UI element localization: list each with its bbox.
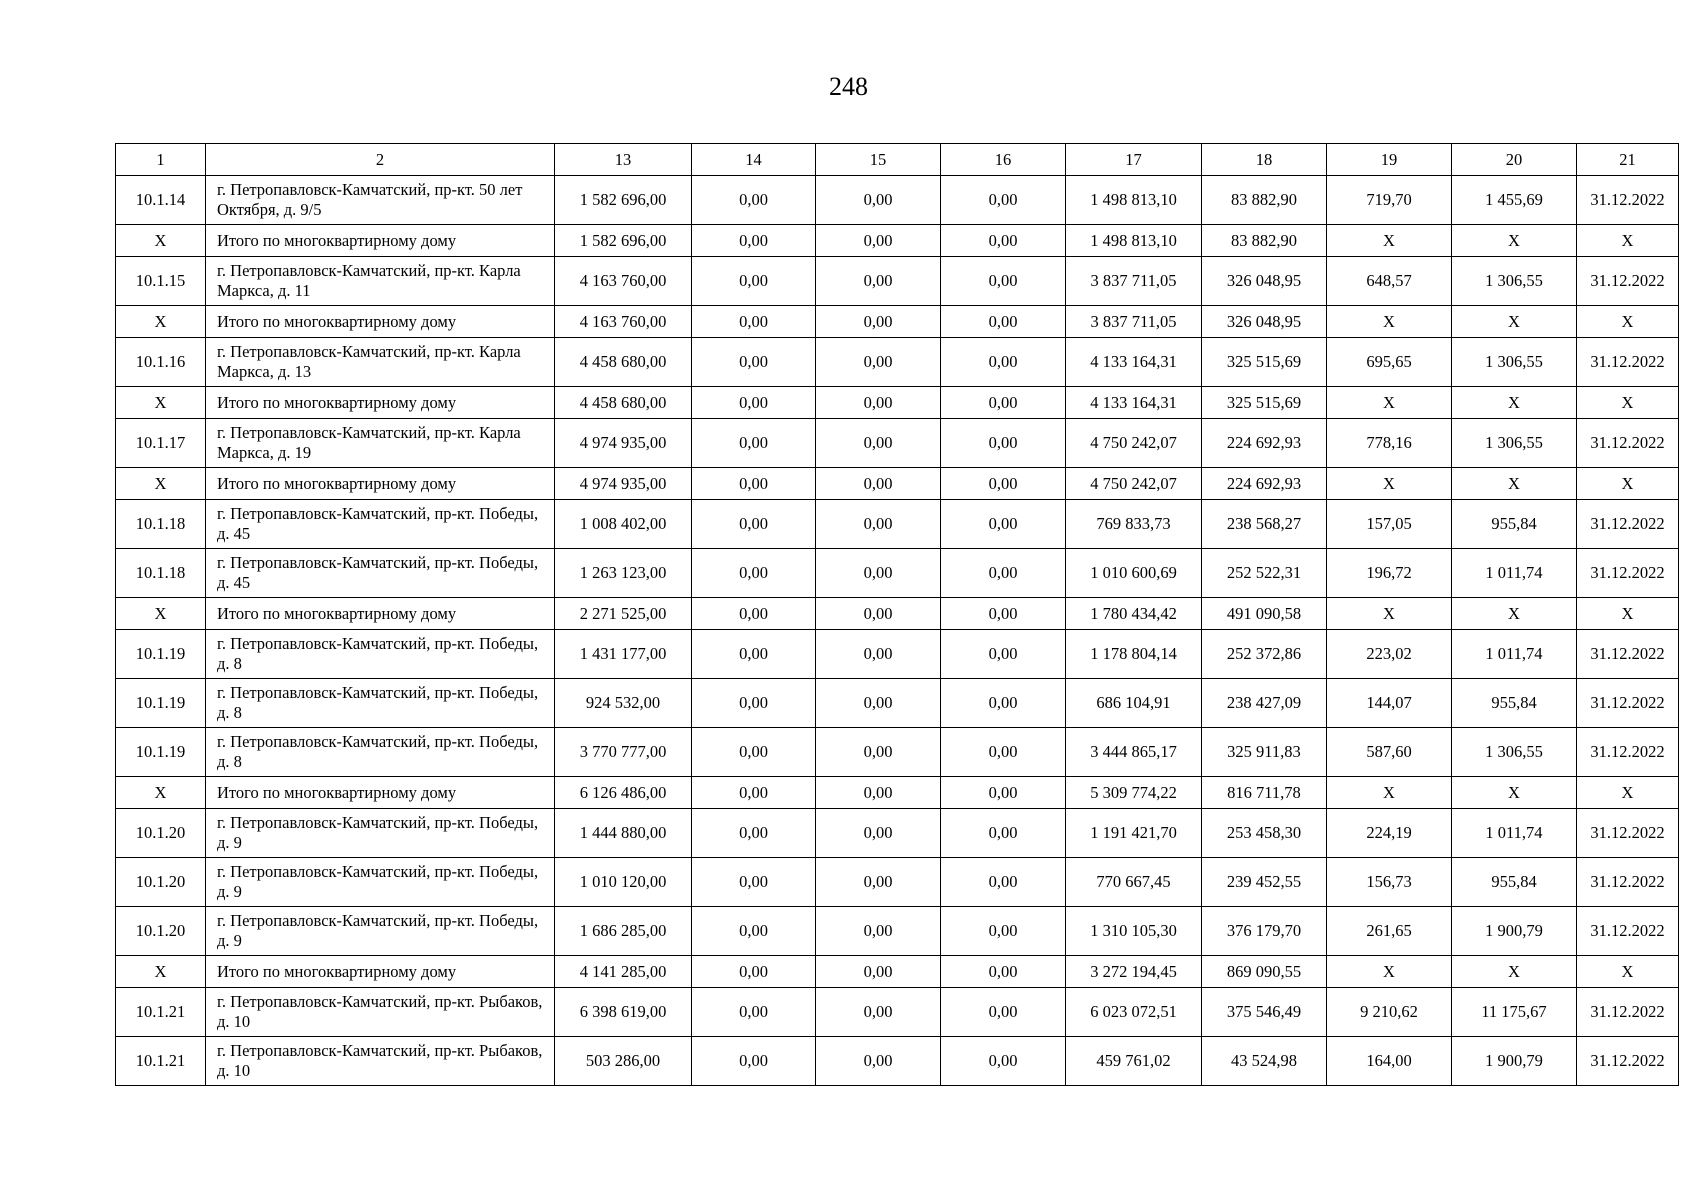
table-cell: 0,00 — [816, 500, 941, 549]
table-cell: Итого по многоквартирному дому — [206, 598, 555, 630]
table-cell: 196,72 — [1327, 549, 1452, 598]
table-cell: 5 309 774,22 — [1066, 777, 1202, 809]
table-cell: 31.12.2022 — [1577, 338, 1679, 387]
table-cell: 325 515,69 — [1202, 387, 1327, 419]
table-cell: 4 163 760,00 — [555, 257, 692, 306]
table-cell: 0,00 — [816, 728, 941, 777]
table-cell: 10.1.20 — [116, 858, 206, 907]
table-cell: 0,00 — [692, 549, 816, 598]
table-cell: 223,02 — [1327, 630, 1452, 679]
column-header: 17 — [1066, 144, 1202, 176]
table-cell: X — [116, 468, 206, 500]
table-cell: 10.1.16 — [116, 338, 206, 387]
table-cell: X — [1327, 387, 1452, 419]
table-cell: 1 178 804,14 — [1066, 630, 1202, 679]
table-cell: 0,00 — [941, 306, 1066, 338]
table-cell: 0,00 — [692, 468, 816, 500]
table-cell: 6 126 486,00 — [555, 777, 692, 809]
table-cell: 1 310 105,30 — [1066, 907, 1202, 956]
table-cell: 0,00 — [941, 549, 1066, 598]
data-table — [115, 143, 1679, 1086]
table-cell: 0,00 — [816, 225, 941, 257]
table-cell: X — [1577, 598, 1679, 630]
table-cell: 9 210,62 — [1327, 988, 1452, 1037]
table-cell: г. Петропавловск-Камчатский, пр-кт. Победы, д. 45 — [206, 500, 555, 549]
table-cell: 1 444 880,00 — [555, 809, 692, 858]
table-cell: 0,00 — [816, 956, 941, 988]
table-cell: X — [1452, 468, 1577, 500]
table-cell: 0,00 — [941, 1037, 1066, 1086]
table-cell: 0,00 — [941, 809, 1066, 858]
table-cell: г. Петропавловск-Камчатский, пр-кт. Победы, д. 45 — [206, 549, 555, 598]
table-cell: 375 546,49 — [1202, 988, 1327, 1037]
table-cell: Итого по многоквартирному дому — [206, 956, 555, 988]
table-cell: 0,00 — [941, 858, 1066, 907]
table-cell: 31.12.2022 — [1577, 728, 1679, 777]
table-cell: 769 833,73 — [1066, 500, 1202, 549]
table-cell: 4 163 760,00 — [555, 306, 692, 338]
table-cell: 1 306,55 — [1452, 338, 1577, 387]
table-cell: 0,00 — [692, 257, 816, 306]
table-row — [116, 500, 1679, 549]
table-cell: 587,60 — [1327, 728, 1452, 777]
table-cell: 1 780 434,42 — [1066, 598, 1202, 630]
table-cell: 778,16 — [1327, 419, 1452, 468]
table-cell: Итого по многоквартирному дому — [206, 777, 555, 809]
table-cell: 4 458 680,00 — [555, 387, 692, 419]
table-cell: 6 398 619,00 — [555, 988, 692, 1037]
table-row — [116, 630, 1679, 679]
table-cell: 1 010 600,69 — [1066, 549, 1202, 598]
table-cell: Итого по многоквартирному дому — [206, 306, 555, 338]
table-cell: 238 568,27 — [1202, 500, 1327, 549]
table-cell: X — [1577, 468, 1679, 500]
table-cell: X — [116, 225, 206, 257]
table-cell: 1 011,74 — [1452, 549, 1577, 598]
table-cell: 0,00 — [941, 988, 1066, 1037]
table-cell: 238 427,09 — [1202, 679, 1327, 728]
table-cell: 1 263 123,00 — [555, 549, 692, 598]
table-cell: X — [116, 777, 206, 809]
table-cell: 164,00 — [1327, 1037, 1452, 1086]
table-cell: 0,00 — [816, 858, 941, 907]
table-cell: 0,00 — [692, 1037, 816, 1086]
table-cell: 4 974 935,00 — [555, 468, 692, 500]
table-cell: 326 048,95 — [1202, 306, 1327, 338]
table-cell: 261,65 — [1327, 907, 1452, 956]
table-cell: 955,84 — [1452, 679, 1577, 728]
table-cell: X — [1327, 956, 1452, 988]
total-row — [116, 956, 1679, 988]
table-cell: 0,00 — [941, 225, 1066, 257]
table-cell: 0,00 — [692, 728, 816, 777]
table-cell: 10.1.14 — [116, 176, 206, 225]
table-cell: 0,00 — [692, 630, 816, 679]
table-cell: 1 011,74 — [1452, 809, 1577, 858]
table-cell: 0,00 — [816, 549, 941, 598]
table-cell: 31.12.2022 — [1577, 419, 1679, 468]
table-cell: 816 711,78 — [1202, 777, 1327, 809]
table-row — [116, 257, 1679, 306]
table-cell: 1 900,79 — [1452, 1037, 1577, 1086]
table-cell: 0,00 — [941, 468, 1066, 500]
table-cell: г. Петропавловск-Камчатский, пр-кт. Победы, д. 9 — [206, 858, 555, 907]
table-row — [116, 988, 1679, 1037]
table-row — [116, 728, 1679, 777]
table-cell: 144,07 — [1327, 679, 1452, 728]
table-cell: г. Петропавловск-Камчатский, пр-кт. Победы, д. 8 — [206, 728, 555, 777]
table-cell: 3 770 777,00 — [555, 728, 692, 777]
table-cell: Итого по многоквартирному дому — [206, 225, 555, 257]
table-cell: X — [1452, 225, 1577, 257]
table-cell: 1 582 696,00 — [555, 176, 692, 225]
table-cell: 0,00 — [692, 777, 816, 809]
table-cell: 31.12.2022 — [1577, 549, 1679, 598]
table-cell: 0,00 — [692, 598, 816, 630]
table-cell: 1 011,74 — [1452, 630, 1577, 679]
table-cell: 31.12.2022 — [1577, 988, 1679, 1037]
table-cell: 0,00 — [816, 679, 941, 728]
table-cell: X — [1577, 225, 1679, 257]
total-row — [116, 468, 1679, 500]
table-cell: 10.1.21 — [116, 988, 206, 1037]
table-cell: 0,00 — [816, 1037, 941, 1086]
table-cell: г. Петропавловск-Камчатский, пр-кт. 50 лет Октября, д. 9/5 — [206, 176, 555, 225]
table-row — [116, 549, 1679, 598]
table-cell: 0,00 — [692, 176, 816, 225]
table-cell: X — [116, 306, 206, 338]
table-cell: 0,00 — [816, 777, 941, 809]
table-cell: 0,00 — [692, 225, 816, 257]
table-row — [116, 679, 1679, 728]
table-cell: 0,00 — [941, 419, 1066, 468]
table-cell: г. Петропавловск-Камчатский, пр-кт. Карла Маркса, д. 11 — [206, 257, 555, 306]
table-cell: г. Петропавловск-Камчатский, пр-кт. Победы, д. 9 — [206, 809, 555, 858]
table-cell: 10.1.15 — [116, 257, 206, 306]
table-cell: 10.1.21 — [116, 1037, 206, 1086]
table-cell: 0,00 — [941, 257, 1066, 306]
total-row — [116, 598, 1679, 630]
table-cell: 224 692,93 — [1202, 419, 1327, 468]
table-cell: X — [1327, 225, 1452, 257]
table-cell: 31.12.2022 — [1577, 630, 1679, 679]
table-cell: 253 458,30 — [1202, 809, 1327, 858]
table-cell: 0,00 — [692, 500, 816, 549]
total-row — [116, 777, 1679, 809]
table-cell: X — [1452, 306, 1577, 338]
table-row — [116, 338, 1679, 387]
table-cell: 4 458 680,00 — [555, 338, 692, 387]
table-cell: X — [1327, 598, 1452, 630]
table-cell: 3 837 711,05 — [1066, 257, 1202, 306]
table-cell: 3 837 711,05 — [1066, 306, 1202, 338]
table-cell: 0,00 — [692, 679, 816, 728]
column-header: 1 — [116, 144, 206, 176]
table-cell: X — [1577, 306, 1679, 338]
table-cell: 1 431 177,00 — [555, 630, 692, 679]
table-cell: 0,00 — [816, 809, 941, 858]
table-cell: 0,00 — [816, 338, 941, 387]
table-cell: 0,00 — [941, 338, 1066, 387]
table-cell: 326 048,95 — [1202, 257, 1327, 306]
table-cell: 4 133 164,31 — [1066, 387, 1202, 419]
total-row — [116, 306, 1679, 338]
table-cell: 10.1.19 — [116, 630, 206, 679]
table-cell: г. Петропавловск-Камчатский, пр-кт. Карла Маркса, д. 19 — [206, 419, 555, 468]
table-cell: 31.12.2022 — [1577, 176, 1679, 225]
table-cell: 0,00 — [941, 956, 1066, 988]
table-cell: 0,00 — [941, 777, 1066, 809]
table-cell: Итого по многоквартирному дому — [206, 387, 555, 419]
table-cell: 0,00 — [941, 907, 1066, 956]
page-number: 248 — [829, 72, 868, 101]
table-cell: 31.12.2022 — [1577, 1037, 1679, 1086]
table-cell: 459 761,02 — [1066, 1037, 1202, 1086]
table-row — [116, 907, 1679, 956]
column-header: 21 — [1577, 144, 1679, 176]
column-header: 16 — [941, 144, 1066, 176]
table-cell: 376 179,70 — [1202, 907, 1327, 956]
table-cell: 325 515,69 — [1202, 338, 1327, 387]
table-cell: 1 010 120,00 — [555, 858, 692, 907]
total-row — [116, 225, 1679, 257]
column-header: 14 — [692, 144, 816, 176]
column-header: 20 — [1452, 144, 1577, 176]
table-cell: 0,00 — [692, 858, 816, 907]
table-cell: 156,73 — [1327, 858, 1452, 907]
table-cell: 4 141 285,00 — [555, 956, 692, 988]
table-cell: 3 272 194,45 — [1066, 956, 1202, 988]
table-cell: 252 522,31 — [1202, 549, 1327, 598]
table-cell: 1 900,79 — [1452, 907, 1577, 956]
table-cell: 1 686 285,00 — [555, 907, 692, 956]
table-cell: 31.12.2022 — [1577, 809, 1679, 858]
table-cell: 10.1.19 — [116, 728, 206, 777]
table-cell: 1 306,55 — [1452, 419, 1577, 468]
table-cell: 0,00 — [816, 630, 941, 679]
table-cell: 648,57 — [1327, 257, 1452, 306]
table-row — [116, 419, 1679, 468]
table-cell: 0,00 — [816, 176, 941, 225]
table-cell: 0,00 — [816, 306, 941, 338]
table-cell: 0,00 — [941, 630, 1066, 679]
table-cell: 31.12.2022 — [1577, 858, 1679, 907]
column-header: 19 — [1327, 144, 1452, 176]
table-cell: 224 692,93 — [1202, 468, 1327, 500]
table-cell: 1 582 696,00 — [555, 225, 692, 257]
table-cell: 31.12.2022 — [1577, 500, 1679, 549]
table-cell: X — [116, 956, 206, 988]
table-cell: 83 882,90 — [1202, 176, 1327, 225]
table-cell: 43 524,98 — [1202, 1037, 1327, 1086]
table-cell: 0,00 — [941, 728, 1066, 777]
table-cell: 0,00 — [816, 988, 941, 1037]
table-row — [116, 176, 1679, 225]
table-cell: 491 090,58 — [1202, 598, 1327, 630]
table-cell: 1 191 421,70 — [1066, 809, 1202, 858]
table-cell: 770 667,45 — [1066, 858, 1202, 907]
table-cell: 239 452,55 — [1202, 858, 1327, 907]
table-cell: 157,05 — [1327, 500, 1452, 549]
table-cell: 31.12.2022 — [1577, 257, 1679, 306]
table-cell: 2 271 525,00 — [555, 598, 692, 630]
column-header: 2 — [206, 144, 555, 176]
table-cell: 0,00 — [816, 419, 941, 468]
table-cell: X — [1327, 468, 1452, 500]
table-cell: 1 498 813,10 — [1066, 176, 1202, 225]
table-cell: X — [1327, 306, 1452, 338]
table-cell: 0,00 — [692, 306, 816, 338]
table-cell: 10.1.18 — [116, 549, 206, 598]
table-cell: г. Петропавловск-Камчатский, пр-кт. Карла Маркса, д. 13 — [206, 338, 555, 387]
table-cell: 924 532,00 — [555, 679, 692, 728]
table-cell: 695,65 — [1327, 338, 1452, 387]
table-cell: 719,70 — [1327, 176, 1452, 225]
table-cell: X — [1577, 387, 1679, 419]
table-cell: 10.1.20 — [116, 809, 206, 858]
table-cell: 0,00 — [692, 809, 816, 858]
table-cell: 0,00 — [692, 338, 816, 387]
table-cell: X — [1327, 777, 1452, 809]
table-cell: 10.1.18 — [116, 500, 206, 549]
table-cell: 11 175,67 — [1452, 988, 1577, 1037]
column-header: 13 — [555, 144, 692, 176]
table-cell: 0,00 — [941, 176, 1066, 225]
table-cell: 869 090,55 — [1202, 956, 1327, 988]
table-cell: 83 882,90 — [1202, 225, 1327, 257]
table-cell: 6 023 072,51 — [1066, 988, 1202, 1037]
table-cell: 4 133 164,31 — [1066, 338, 1202, 387]
table-cell: 0,00 — [816, 598, 941, 630]
table-cell: 0,00 — [816, 468, 941, 500]
table-cell: г. Петропавловск-Камчатский, пр-кт. Победы, д. 9 — [206, 907, 555, 956]
table-cell: 0,00 — [692, 956, 816, 988]
table-cell: 955,84 — [1452, 500, 1577, 549]
table-cell: 0,00 — [692, 387, 816, 419]
table-cell: Итого по многоквартирному дому — [206, 468, 555, 500]
table-row — [116, 1037, 1679, 1086]
table-cell: 31.12.2022 — [1577, 679, 1679, 728]
table-cell: 0,00 — [816, 257, 941, 306]
column-header: 15 — [816, 144, 941, 176]
table-cell: X — [1452, 777, 1577, 809]
table-cell: X — [116, 598, 206, 630]
table-cell: 224,19 — [1327, 809, 1452, 858]
table-cell: 31.12.2022 — [1577, 907, 1679, 956]
table-cell: 1 306,55 — [1452, 728, 1577, 777]
table-cell: 686 104,91 — [1066, 679, 1202, 728]
table-cell: г. Петропавловск-Камчатский, пр-кт. Победы, д. 8 — [206, 679, 555, 728]
table-cell: 3 444 865,17 — [1066, 728, 1202, 777]
table-cell: 0,00 — [816, 907, 941, 956]
table-row — [116, 809, 1679, 858]
table-cell: 10.1.19 — [116, 679, 206, 728]
table-cell: 955,84 — [1452, 858, 1577, 907]
table-cell: 4 750 242,07 — [1066, 468, 1202, 500]
column-header: 18 — [1202, 144, 1327, 176]
table-cell: 1 306,55 — [1452, 257, 1577, 306]
table-cell: 252 372,86 — [1202, 630, 1327, 679]
table-row — [116, 858, 1679, 907]
table-cell: 10.1.17 — [116, 419, 206, 468]
table-header-row — [116, 144, 1679, 176]
table-cell: г. Петропавловск-Камчатский, пр-кт. Рыбаков, д. 10 — [206, 988, 555, 1037]
table-cell: 4 750 242,07 — [1066, 419, 1202, 468]
table-cell: 503 286,00 — [555, 1037, 692, 1086]
table-cell: 1 455,69 — [1452, 176, 1577, 225]
table-cell: 0,00 — [692, 907, 816, 956]
table-cell: 0,00 — [941, 598, 1066, 630]
table-cell: 325 911,83 — [1202, 728, 1327, 777]
table-cell: 0,00 — [692, 988, 816, 1037]
table-cell: г. Петропавловск-Камчатский, пр-кт. Победы, д. 8 — [206, 630, 555, 679]
table-cell: 0,00 — [941, 387, 1066, 419]
table-cell: X — [1577, 777, 1679, 809]
table-cell: X — [1452, 598, 1577, 630]
total-row — [116, 387, 1679, 419]
table-cell: 0,00 — [941, 500, 1066, 549]
table-cell: 0,00 — [941, 679, 1066, 728]
table-cell: 1 008 402,00 — [555, 500, 692, 549]
table-cell: г. Петропавловск-Камчатский, пр-кт. Рыбаков, д. 10 — [206, 1037, 555, 1086]
table-cell: X — [1452, 387, 1577, 419]
table-cell: 4 974 935,00 — [555, 419, 692, 468]
table-cell: 0,00 — [816, 387, 941, 419]
table-cell: 10.1.20 — [116, 907, 206, 956]
table-cell: 0,00 — [692, 419, 816, 468]
table-body — [116, 144, 1679, 1086]
table-cell: X — [1577, 956, 1679, 988]
table-cell: X — [116, 387, 206, 419]
table-cell: X — [1452, 956, 1577, 988]
table-cell: 1 498 813,10 — [1066, 225, 1202, 257]
